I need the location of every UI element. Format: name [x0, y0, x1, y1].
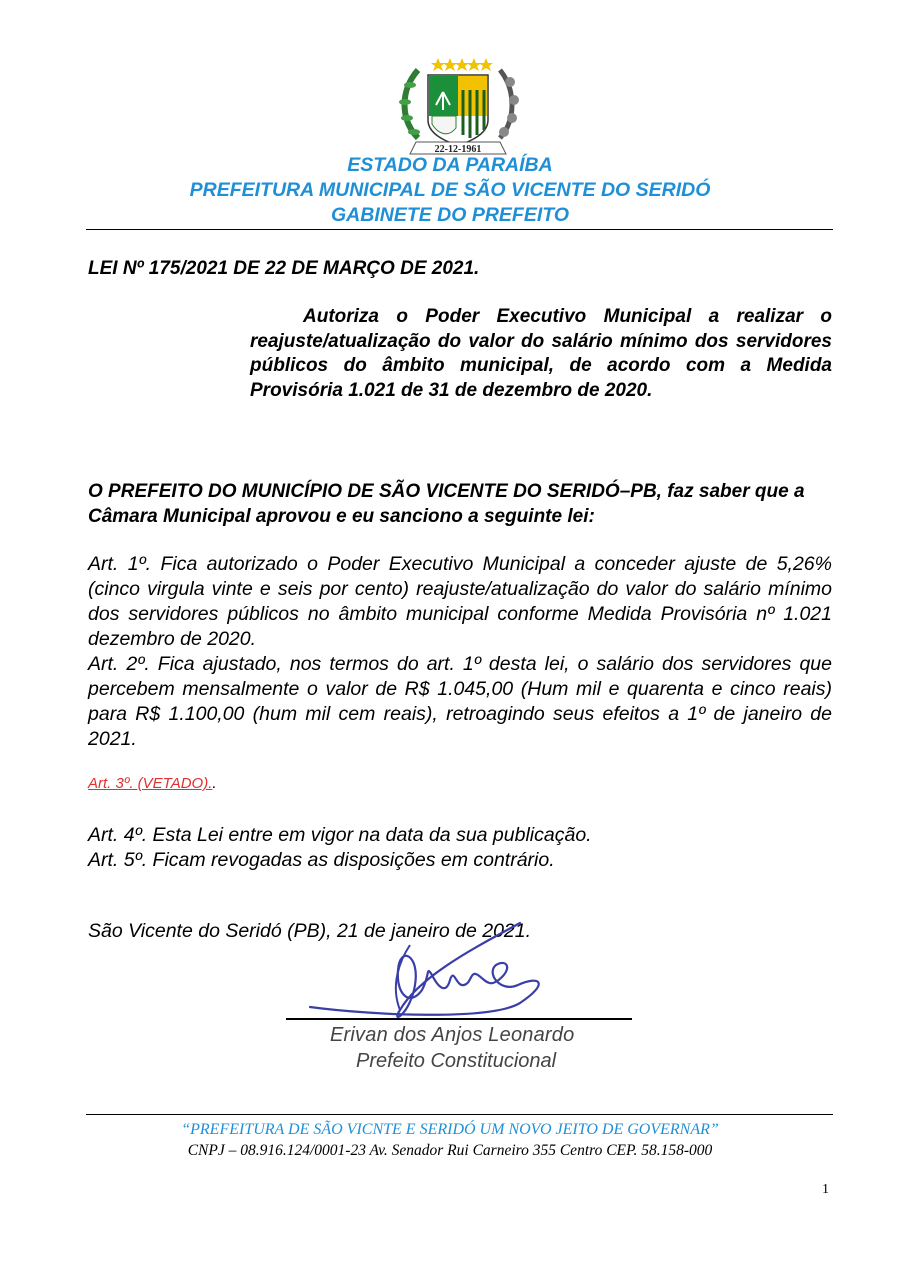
- header-divider: [86, 229, 833, 230]
- article-1: Art. 1º. Fica autorizado o Poder Executivo Municipal a conceder ajuste de 5,26% (cinco virgula vinte e seis por cento) reajuste/atualização do valor do salário mínimo dos servidores públicos no âmbito municipal conforme Medida Provisória nº 1.021 dezembro de 2020.: [88, 553, 832, 650]
- article-3-suffix: .: [212, 775, 217, 792]
- law-title: LEI Nº 175/2021 DE 22 DE MARÇO DE 2021.: [88, 258, 480, 279]
- header-state: ESTADO DA PARAÍBA: [347, 154, 553, 176]
- law-preamble: O PREFEITO DO MUNICÍPIO DE SÃO VICENTE DO SERIDÓ–PB, faz saber que a Câmara Municipal aprovou e eu sanciono a seguinte lei:: [88, 481, 805, 527]
- footer-divider: [86, 1114, 833, 1115]
- place-and-date: São Vicente do Seridó (PB), 21 de janeiro de 2021.: [88, 920, 532, 942]
- footer-slogan: “PREFEITURA DE SÃO VICNTE E SERIDÓ UM NOVO JEITO DE GOVERNAR”: [181, 1121, 719, 1138]
- article-3: [88, 775, 217, 792]
- signer-name: Erivan dos Anjos Leonardo: [330, 1024, 575, 1046]
- law-ementa: [250, 305, 832, 403]
- article-2: Art. 2º. Fica ajustado, nos termos do art. 1º desta lei, o salário dos servidores que percebem mensalmente o valor de R$ 1.045,00 (Hum mil e quarenta e cinco reais) para R$ 1.100,00 (hum mil cem reais), retroagindo seus efeitos a 1º de janeiro de 2021.: [88, 653, 832, 750]
- article-3-vetoed: Art. 3º. (VETADO).: [88, 775, 213, 792]
- municipal-coat-of-arms: [388, 50, 528, 160]
- articles-block: [88, 552, 832, 752]
- law-ementa-text: Autoriza o Poder Executivo Municipal a realizar o reajuste/atualização do valor do salário mínimo dos servidores públicos do âmbito municipal, de acordo com a Medida Provisória 1.021 de 31 de dezembro de 2020.: [250, 306, 832, 401]
- handwritten-signature: [250, 915, 580, 1025]
- footer-address: CNPJ – 08.916.124/0001-23 Av. Senador Rui Carneiro 355 Centro CEP. 58.158-000: [187, 1142, 713, 1159]
- article-4: Art. 4º. Esta Lei entre em vigor na data da sua publicação.: [88, 824, 592, 846]
- final-articles: [88, 823, 592, 873]
- crest-date: 22-12-1961: [434, 144, 482, 155]
- article-5: Art. 5º. Ficam revogadas as disposições em contrário.: [88, 849, 555, 871]
- signer-role: Prefeito Constitucional: [356, 1050, 557, 1072]
- header-prefecture: PREFEITURA MUNICIPAL DE SÃO VICENTE DO SERIDÓ: [189, 179, 711, 201]
- header-office: GABINETE DO PREFEITO: [331, 204, 569, 226]
- page-number: 1: [822, 1182, 829, 1197]
